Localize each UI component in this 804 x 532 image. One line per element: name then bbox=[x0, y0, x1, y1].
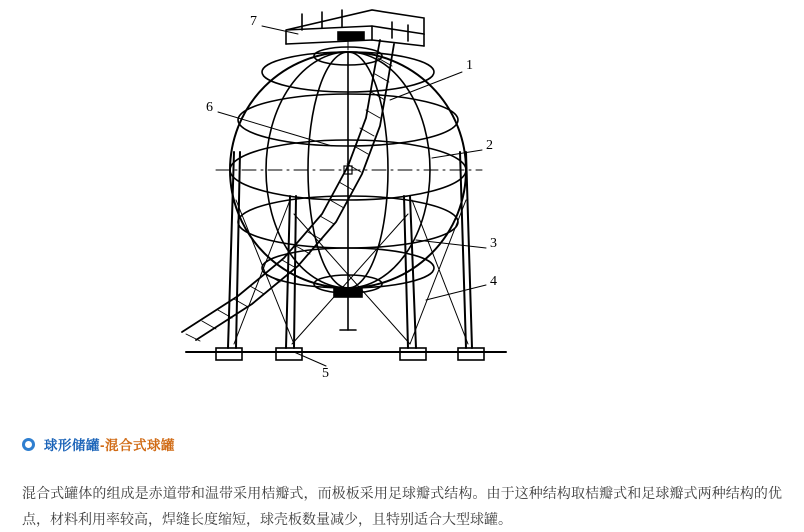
callout-7: 7 bbox=[250, 14, 257, 29]
callout-1: 1 bbox=[466, 58, 473, 73]
spherical-tank-figure bbox=[176, 0, 532, 402]
callout-5: 5 bbox=[322, 366, 329, 381]
body-paragraph: 混合式罐体的组成是赤道带和温带采用桔瓣式，而极板采用足球瓣式结构。由于这种结构取桔瓣式和足球瓣式两种结构的优点，材料利用率较高，焊缝长度缩短，球壳板数量减少，且特别适合大型球罐。 bbox=[22, 485, 782, 527]
callout-4: 4 bbox=[490, 274, 497, 289]
callout-2: 2 bbox=[486, 138, 493, 153]
caption-subtitle: -混合式球罐 bbox=[100, 438, 175, 453]
caption-title: 球形储罐 bbox=[44, 438, 100, 453]
caption bbox=[22, 434, 175, 454]
callout-6: 6 bbox=[206, 100, 213, 115]
spherical-tank-drawing bbox=[176, 0, 532, 402]
circle-bullet-icon bbox=[22, 438, 35, 451]
callout-3: 3 bbox=[490, 236, 497, 251]
